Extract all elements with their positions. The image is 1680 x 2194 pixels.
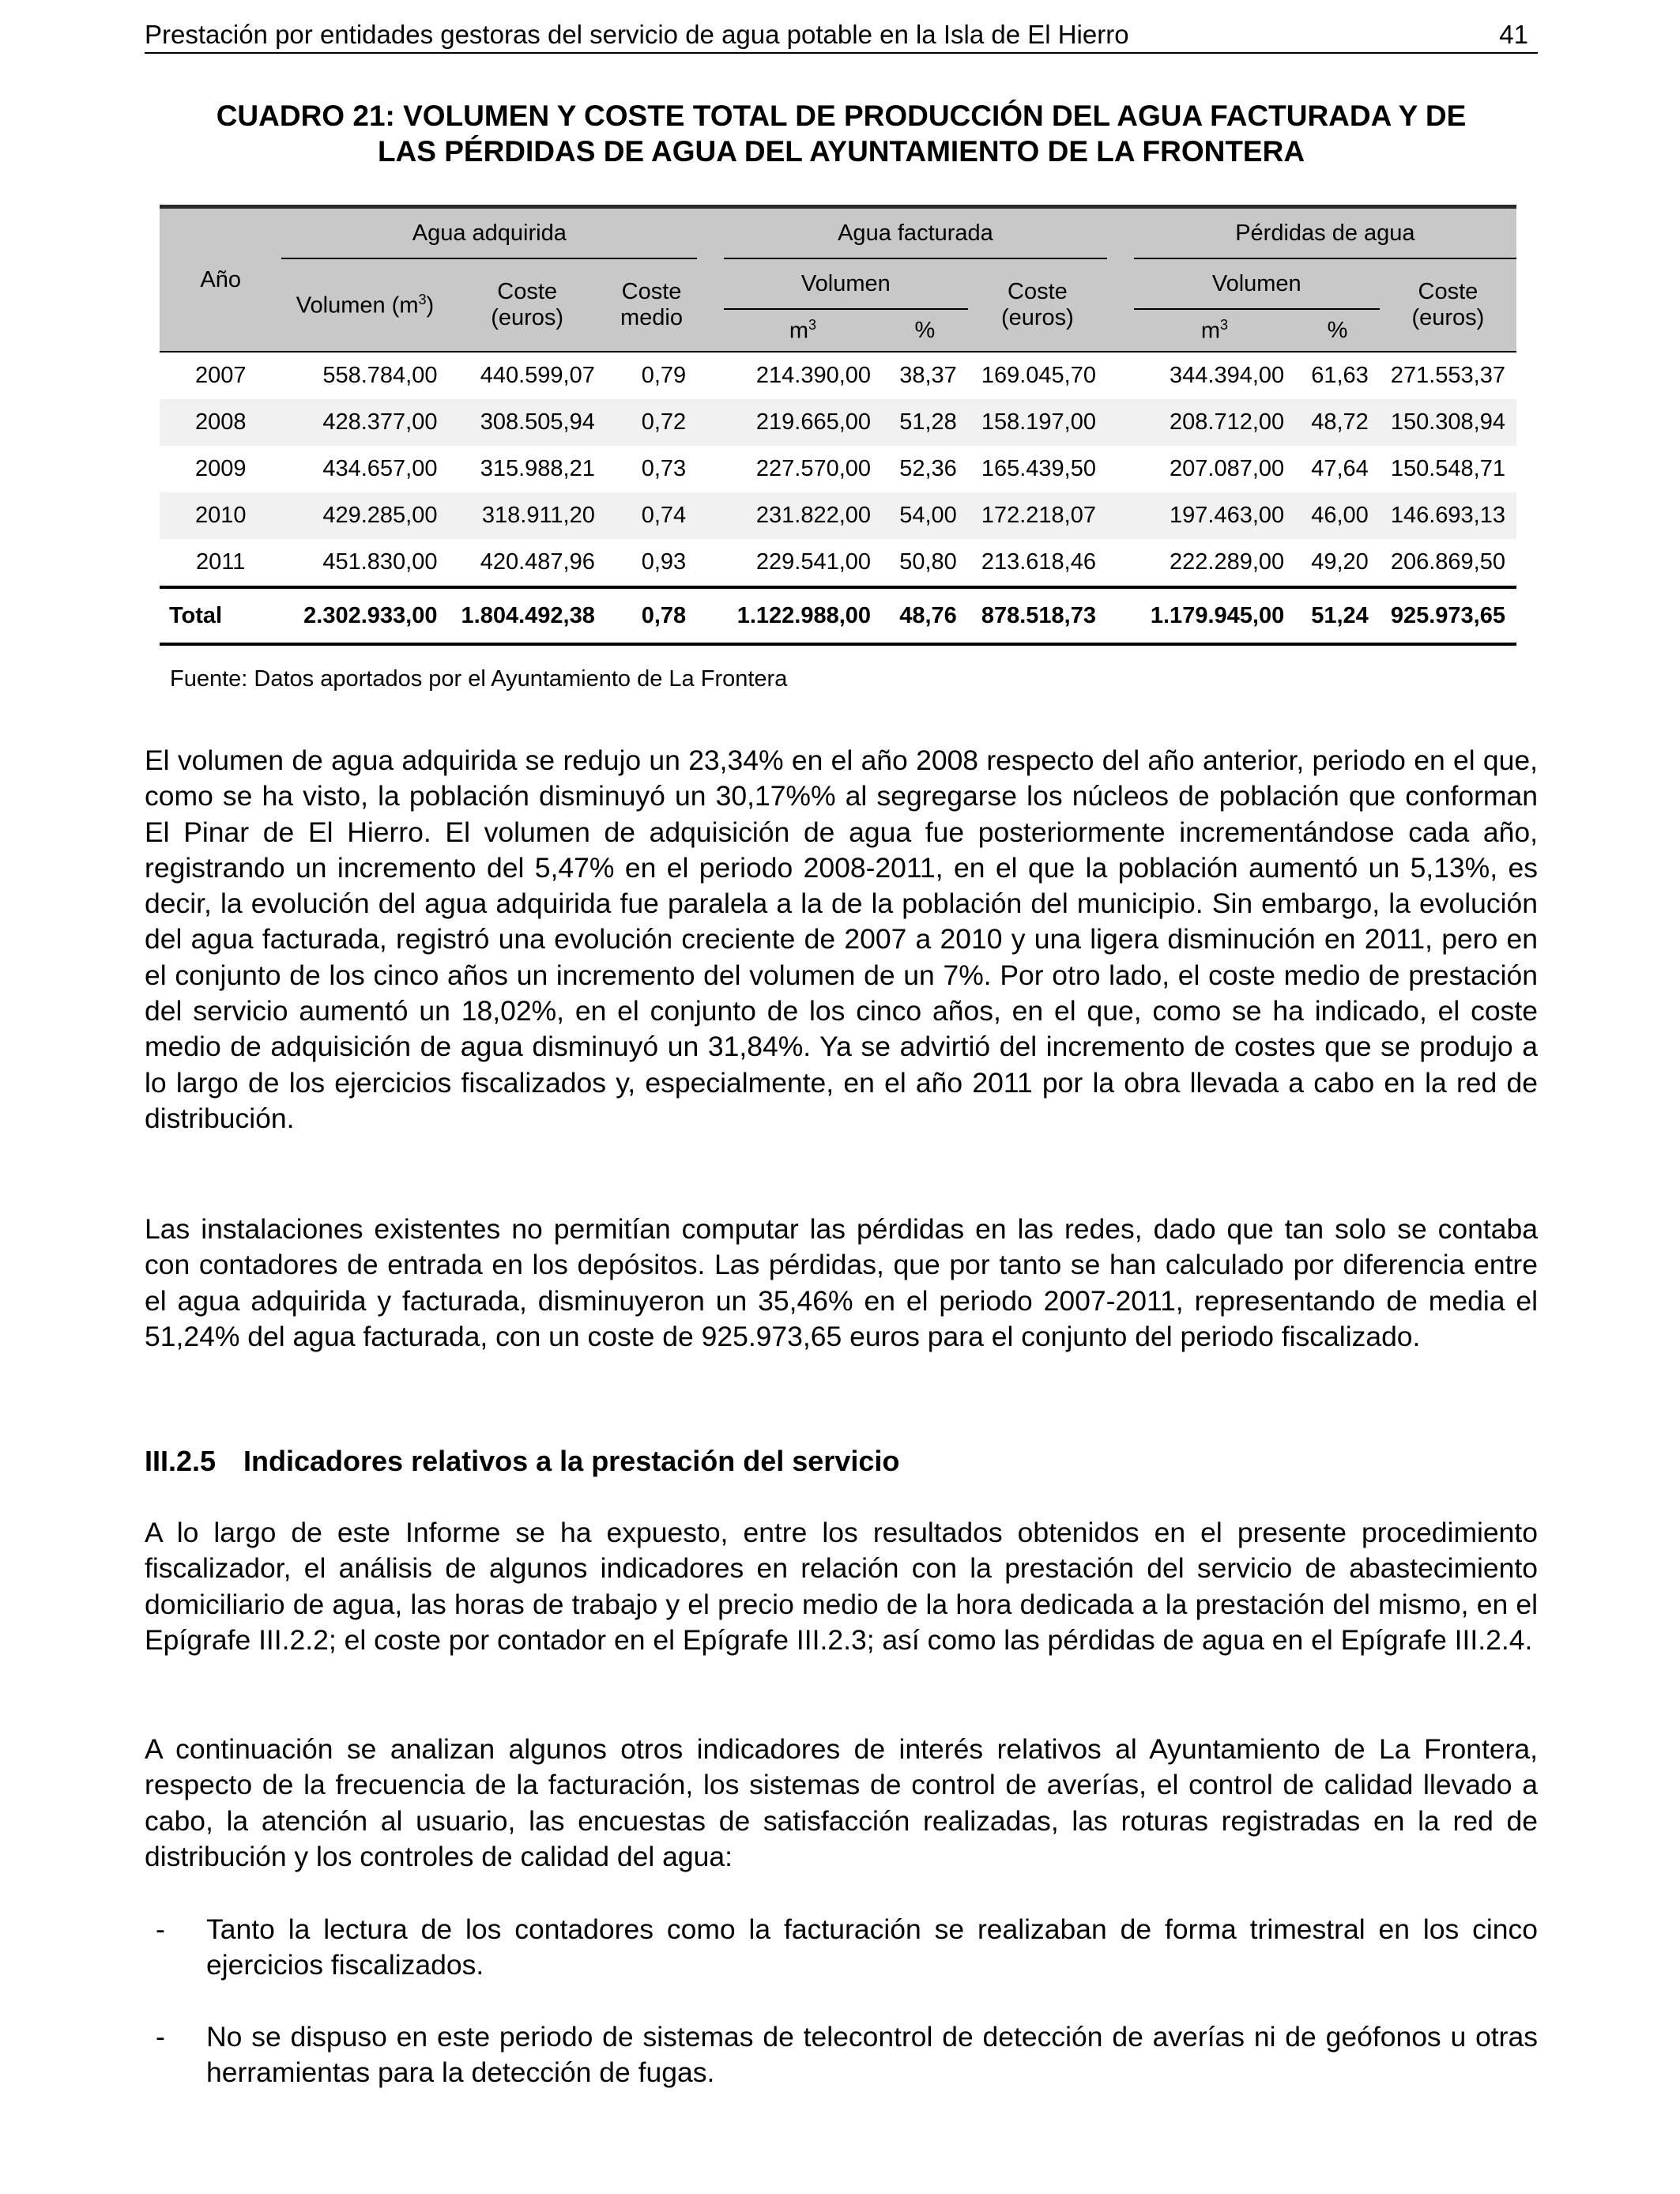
section-title: Indicadores relativos a la prestación del servicio: [243, 1445, 900, 1477]
paragraph-4: A continuación se analizan algunos otros indicadores de interés relativos al Ayuntamiento de La Frontera, respecto de la frecuencia de la facturación, los sistemas de control de averías, el control de calidad llevado a cabo, la atención al usuario, las encuestas de satisfacción realizadas, las roturas registradas en la red de distribución y los controles de calidad del agua:: [145, 1733, 1538, 1872]
running-header: [145, 17, 1538, 54]
header-row-columns: [160, 258, 1516, 309]
table-row: 2008 428.377,00 308.505,94 0,72 219.665,00 51,28 158.197,00 208.712,00 48,72 150.308,94: [160, 399, 1516, 446]
col-header-coste-perdidas: Coste (euros): [1380, 258, 1516, 352]
table-total-row: Total 2.302.933,00 1.804.492,38 0,78 1.122.988,00 48,76 878.518,73 1.179.945,00 51,24 925.973,65: [160, 587, 1516, 644]
bullet-dash: -: [156, 2021, 165, 2053]
col-header-volumen-facturada: Volumen: [724, 258, 968, 309]
col-header-volumen-perdidas: Volumen: [1134, 258, 1380, 309]
col-header-m3-facturada: $m^3$: [724, 309, 882, 352]
caption-line-1: CUADRO 21: VOLUMEN Y COSTE TOTAL DE PRODUCCIÓN DEL AGUA FACTURADA Y DE: [216, 100, 1467, 132]
col-header-pct-facturada: %: [882, 309, 968, 352]
page-number: 41: [1499, 20, 1528, 49]
paragraph-2: Las instalaciones existentes no permitían computar las pérdidas en las redes, dado que tan solo se contaba con contadores de entrada en los depósitos. Las pérdidas, que por tanto se han calculado por diferencia entre el agua adquirida y facturada, disminuyeron un 35,46% en el periodo 2007-2011, representando de media el 51,24% del agua facturada, con un coste de 925.973,65 euros para el conjunto del periodo fiscalizado.: [145, 1213, 1538, 1352]
header-row-groups: [160, 207, 1516, 259]
table-row: 2010 429.285,00 318.911,20 0,74 231.822,00 54,00 172.218,07 197.463,00 46,00 146.693,13: [160, 492, 1516, 539]
group-header-perdidas: Pérdidas de agua: [1134, 207, 1516, 259]
table-source: Fuente: Datos aportados por el Ayuntamiento de La Frontera: [170, 666, 788, 692]
bullet-dash: -: [156, 1913, 165, 1945]
col-header-volumen-m3: Volumen $(m^3)$: [281, 258, 448, 352]
paragraph-1: El volumen de agua adquirida se redujo un 23,34% en el año 2008 respecto del año anterior, periodo en el que, como se ha visto, la población disminuyó un 30,17%% al segregarse los núcleos de población que conforman El Pinar de El Hierro. El volumen de adquisición de agua fue posteriormente incrementándose cada año, registrando un incremento del 5,47% en el periodo 2008-2011, en el que la población aumentó un 5,13%, es decir, la evolución del agua adquirida fue paralela a la de la población del municipio. Sin embargo, la evolución del agua facturada, registró una evolución creciente de 2007 a 2010 y una ligera disminución en 2011, pero en el conjunto de los cinco años un incremento del volumen de un 7%. Por otro lado, el coste medio de prestación del servicio aumentó un 18,02%, en el conjunto de los cinco años, en el que, como se ha indicado, el coste medio de adquisición de agua disminuyó un 31,84%. Ya se advirtió del incremento de costes que se produjo a lo largo de los ejercicios fiscalizados y, especialmente, en el año 2011 por la obra llevada a cabo en la red de distribución.: [145, 745, 1538, 1134]
header-title: Prestación por entidades gestoras del servicio de agua potable en la Isla de El Hierro: [145, 20, 1129, 49]
paragraph-3: A lo largo de este Informe se ha expuesto, entre los resultados obtenidos en el presente procedimiento fiscalizador, el análisis de algunos indicadores en relación con la prestación del servicio de abastecimiento domiciliario de agua, las horas de trabajo y el precio medio de la hora dedicada a la prestación del mismo, en el Epígrafe III.2.2; el coste por contador en el Epígrafe III.2.3; así como las pérdidas de agua en el Epígrafe III.2.4.: [145, 1517, 1538, 1656]
table-row: 2009 434.657,00 315.988,21 0,73 227.570,00 52,36 165.439,50 207.087,00 47,64 150.548,71: [194, 456, 1505, 481]
header-gap: [1107, 258, 1134, 352]
col-header-coste-facturada: Coste (euros): [968, 258, 1107, 352]
col-header-m3-perdidas: $m^3$: [1134, 309, 1295, 352]
table-caption: [145, 98, 1538, 169]
data-table: [160, 205, 1516, 646]
col-header-coste-medio: Coste medio: [606, 258, 697, 352]
group-header-adquirida: Agua adquirida: [281, 207, 697, 259]
header-gap: [697, 207, 724, 259]
col-header-coste-adquirida: Coste (euros): [448, 258, 605, 352]
section-number: III.2.5: [145, 1445, 217, 1477]
bullet-text: Tanto la lectura de los contadores como la facturación se realizaban de forma trimestral en los cinco ejercicios fiscalizados.: [206, 1913, 1538, 1981]
table-row: 2007 558.784,00 440.599,07 0,79 214.390,00 38,37 169.045,70 344.394,00 61,63 271.553,37: [160, 352, 1516, 399]
header-gap: [697, 258, 724, 352]
caption-line-2: LAS PÉRDIDAS DE AGUA DEL AYUNTAMIENTO DE LA FRONTERA: [377, 135, 1305, 168]
table-row: 2011 451.830,00 420.487,96 0,93 229.541,00 50,80 213.618,46 222.289,00 49,20 206.869,50: [196, 549, 1505, 575]
section-heading: [145, 1443, 899, 1480]
bullet-text: No se dispuso en este periodo de sistemas de telecontrol de detección de averías ni de geófonos u otras herramientas para la detección de fugas.: [206, 2021, 1538, 2089]
group-header-facturada: Agua facturada: [724, 207, 1107, 259]
header-gap: [1107, 207, 1134, 259]
col-header-pct-perdidas: %: [1295, 309, 1380, 352]
col-year-header: Año: [160, 207, 281, 352]
